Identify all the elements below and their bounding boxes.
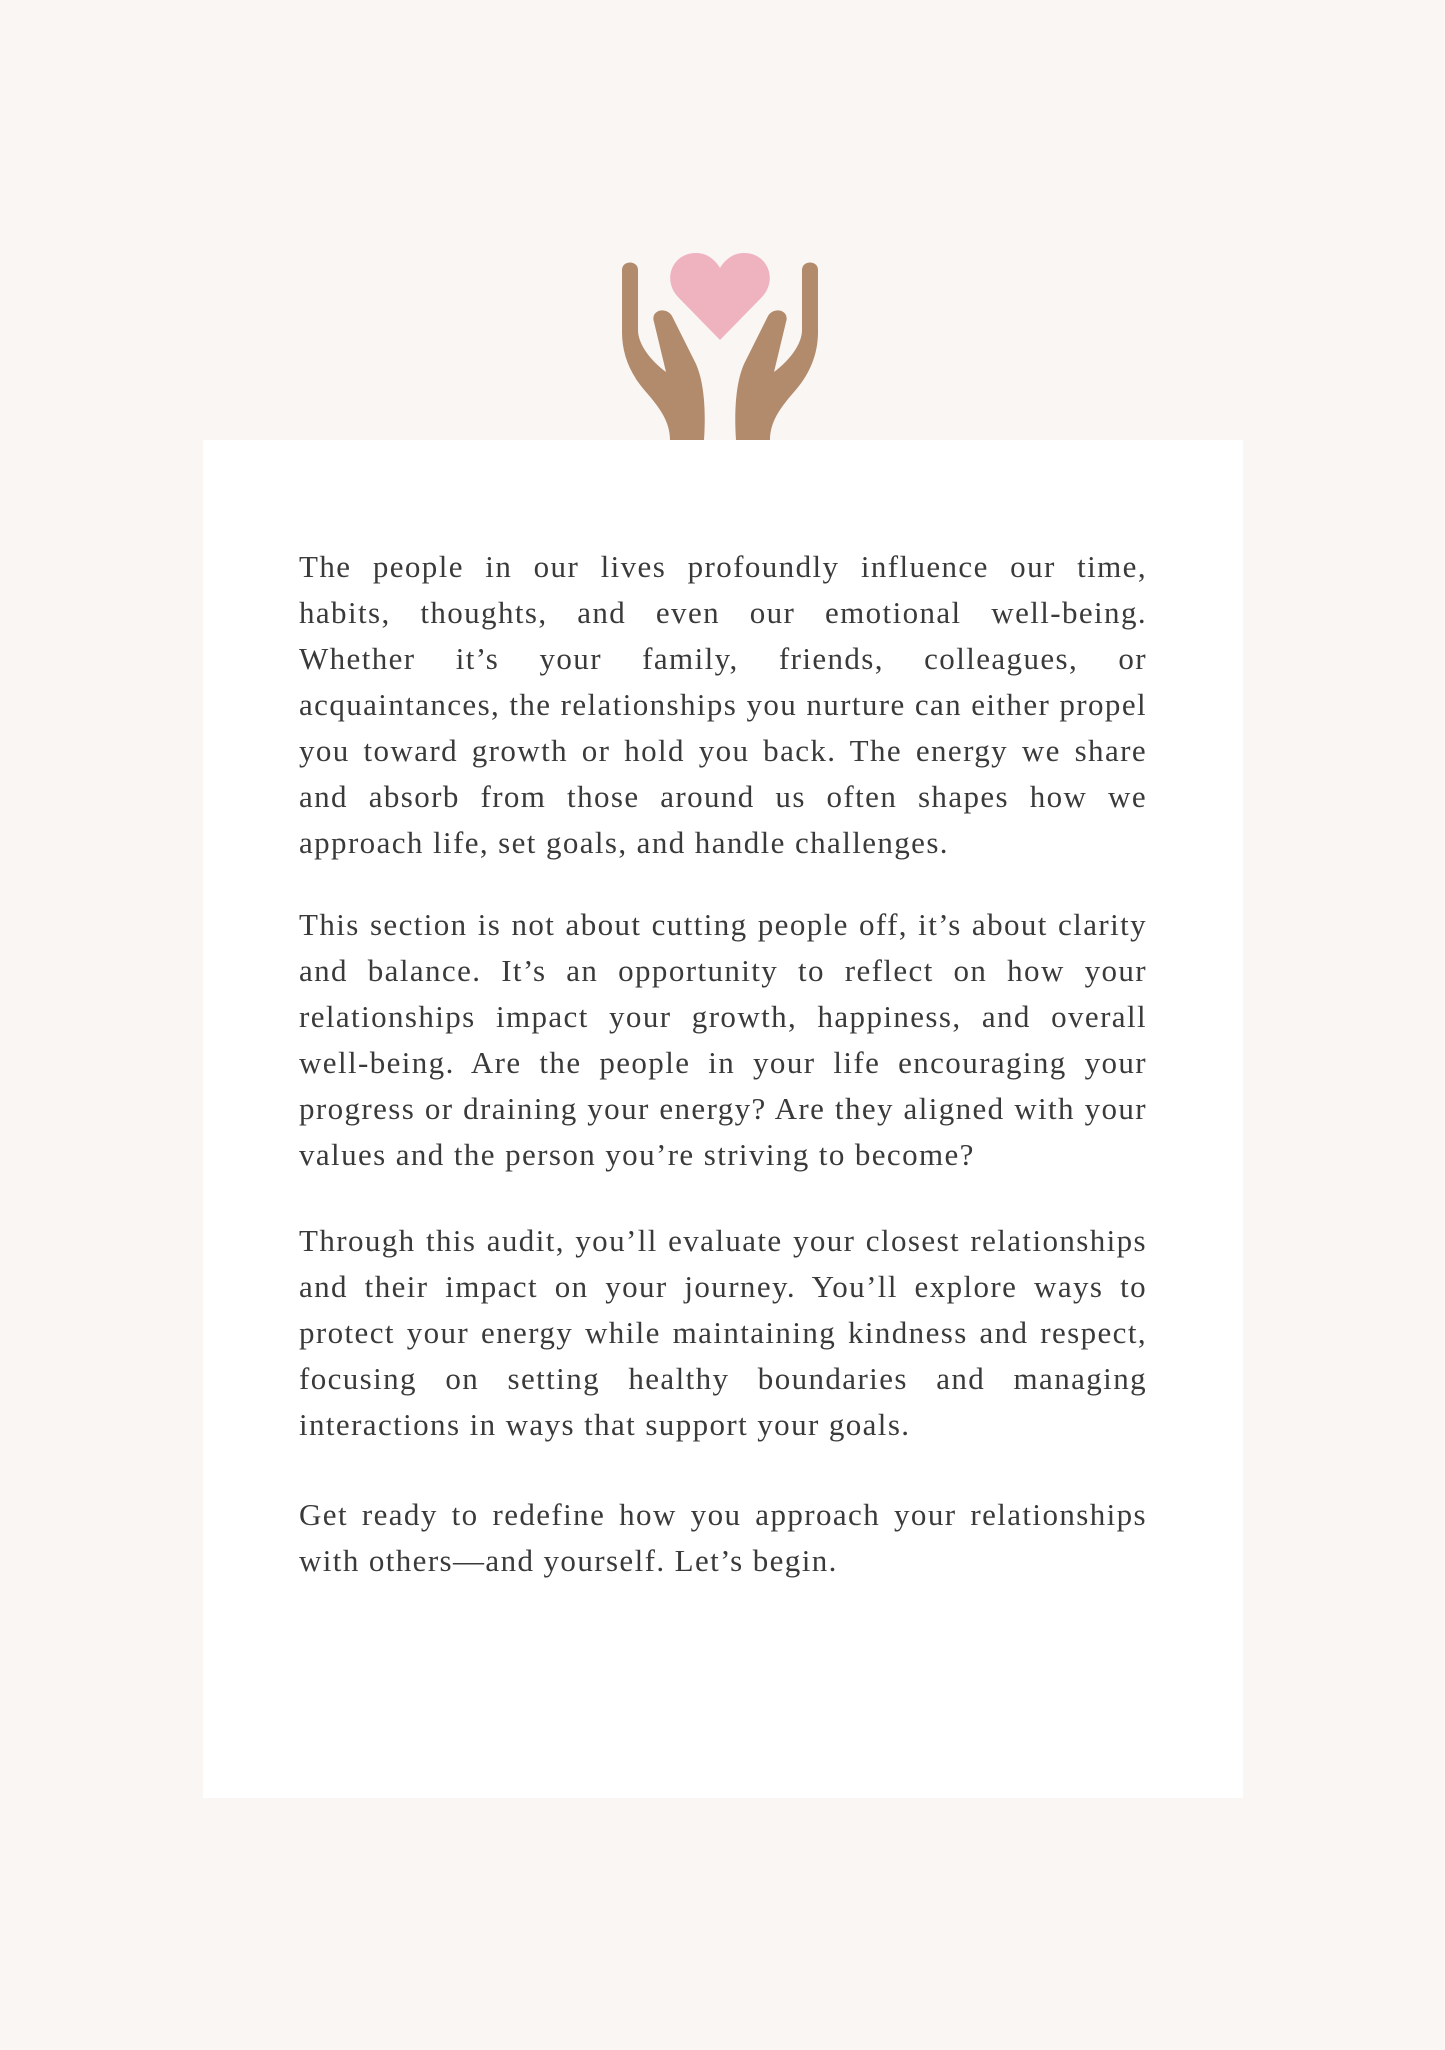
content-card	[203, 440, 1243, 1798]
paragraph-purpose: This section is not about cutting people off, it’s about clarity and balance. It’s an opportunity to reflect on how your relationships impact your growth, happiness, and overall well-being. Are the people in your life encouraging your progress or draining your energy? Are they aligned with your values and the person you’re striving to become?	[299, 907, 1147, 1172]
paragraph-intro: The people in our lives profoundly influence our time, habits, thoughts, and even our emotional well-being. Whether it’s your family, friends, colleagues, or acquaintances, the relationships you nurture can either propel you toward growth or hold you back. The energy we share and absorb from those around us often shapes how we approach life, set goals, and handle challenges.	[299, 549, 1147, 860]
paragraph-audit: Through this audit, you’ll evaluate your closest relationships and their impact on your journey. You’ll explore ways to protect your energy while maintaining kindness and respect, focusing on setting healthy boundaries and managing interactions in ways that support your goals.	[299, 1223, 1147, 1442]
paragraph-closing: Get ready to redefine how you approach your relationships with others—and yourself. Let’s begin.	[299, 1497, 1147, 1578]
hands-holding-heart-icon	[600, 240, 840, 440]
heart-icon	[670, 253, 770, 340]
